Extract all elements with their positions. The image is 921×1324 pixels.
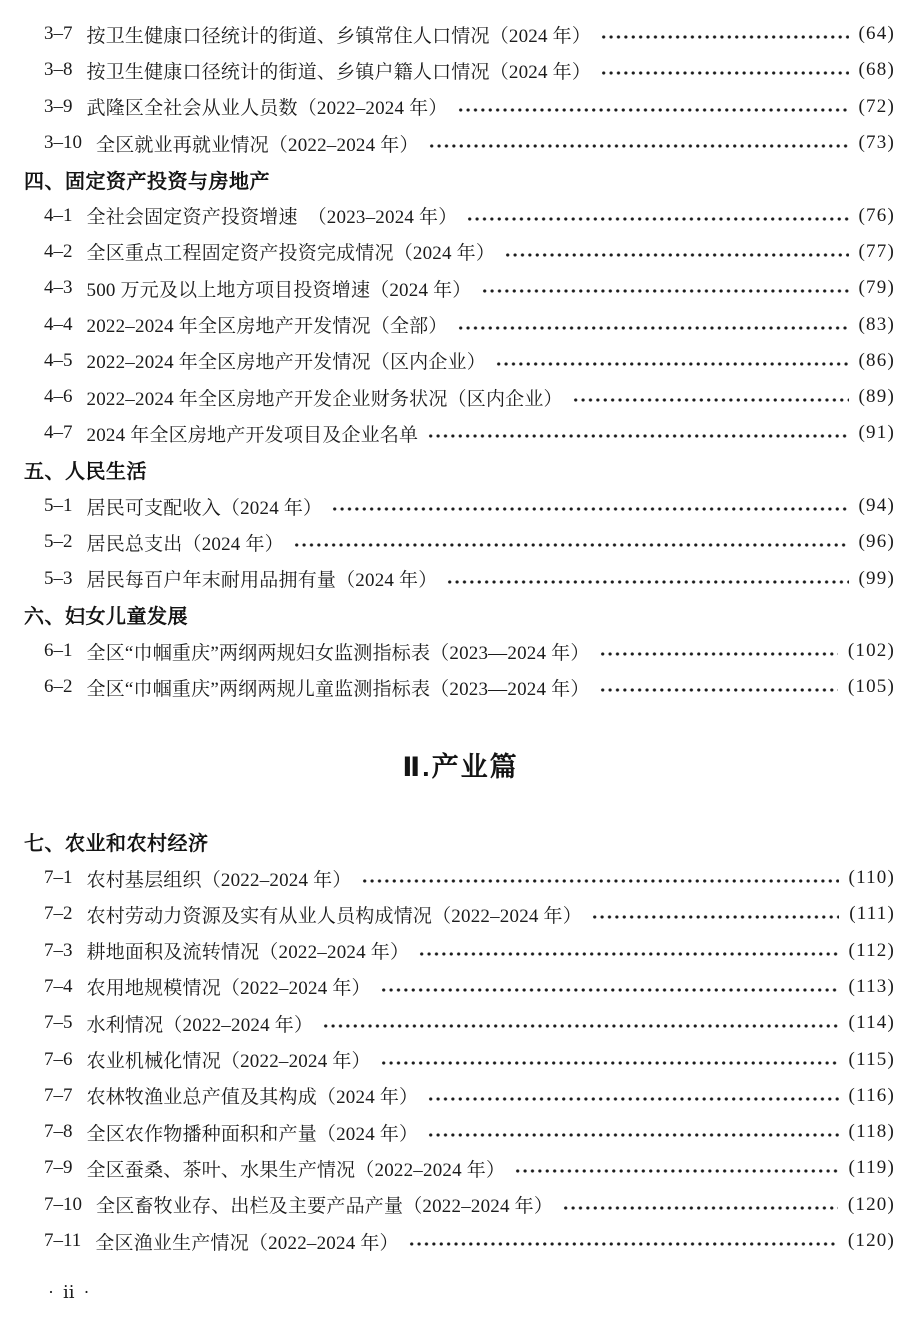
entry-page-number: (116) [848, 1084, 895, 1106]
entry-title: 全区“巾帼重庆”两纲两规儿童监测指标表（2023—2024 年） [86, 678, 590, 700]
entry-page-number: (120) [847, 1230, 895, 1252]
entry-number: 3–7 [44, 23, 73, 45]
entry-page-number: (110) [848, 867, 895, 889]
toc-entry [0, 860, 921, 896]
entry-page-number: (115) [848, 1048, 895, 1070]
leader-dots-icon [591, 915, 839, 919]
entry-number: 4–4 [44, 313, 73, 335]
entry-title: 全区畜牧业存、出栏及主要产品产量（2022–2024 年） [96, 1196, 554, 1218]
entry-number: 7–9 [44, 1157, 73, 1179]
entry-number: 5–2 [44, 531, 73, 553]
toc-section-header: 七、农业和农村经济 [24, 833, 209, 856]
entry-number: 7–3 [44, 939, 73, 961]
entry-number: 4–7 [44, 422, 73, 444]
entry-number: 6–1 [44, 640, 73, 662]
toc-entry [0, 1078, 921, 1114]
entry-number: 3–8 [44, 59, 73, 81]
entry-title: 农用地规模情况（2022–2024 年） [86, 978, 371, 1000]
entry-title: 水利情况（2022–2024 年） [86, 1014, 314, 1036]
leader-dots-icon [600, 71, 848, 75]
toc-entry [0, 560, 921, 596]
entry-number: 4–2 [44, 240, 73, 262]
entry-number: 4–3 [44, 277, 73, 299]
toc-entry [0, 343, 921, 379]
leader-dots-icon [380, 1061, 839, 1065]
leader-dots-icon [293, 543, 849, 547]
entry-title: 全区蚕桑、茶叶、水果生产情况（2022–2024 年） [86, 1159, 506, 1181]
entry-page-number: (94) [858, 495, 895, 516]
leader-dots-icon [322, 1024, 838, 1028]
entry-number: 7–6 [44, 1048, 73, 1070]
leader-dots-icon [361, 879, 839, 883]
entry-page-number: (96) [858, 531, 895, 553]
entry-page-number: (89) [858, 386, 895, 408]
entry-title: 全区渔业生产情况（2022–2024 年） [95, 1232, 399, 1254]
entry-title: 全区重点工程固定资产投资完成情况（2024 年） [86, 243, 496, 265]
entry-title: 全社会固定资产投资增速 （2023–2024 年） [86, 207, 458, 229]
entry-page-number: (76) [858, 204, 895, 226]
entry-page-number: (86) [858, 349, 895, 371]
entry-number: 7–5 [44, 1012, 73, 1034]
leader-dots-icon [446, 580, 848, 584]
entry-page-number: (77) [858, 240, 895, 262]
entry-title: 2022–2024 年全区房地产开发企业财务状况（区内企业） [86, 388, 563, 410]
entry-page-number: (111) [849, 903, 895, 925]
entry-number: 7–2 [44, 903, 73, 925]
toc-section-header: 六、妇女儿童发展 [24, 606, 188, 629]
entry-title: 按卫生健康口径统计的街道、乡镇常住人口情况（2024 年） [86, 25, 592, 47]
toc-entry [0, 933, 921, 969]
entry-page-number: (72) [858, 95, 895, 117]
leader-dots-icon [331, 507, 848, 511]
entry-page-number: (118) [848, 1121, 895, 1143]
entry-number: 6–2 [44, 676, 73, 698]
entry-number: 5–1 [44, 495, 73, 516]
entry-page-number: (79) [858, 277, 895, 299]
leader-dots-icon [600, 35, 848, 39]
toc-entry [0, 379, 921, 415]
entry-number: 5–3 [44, 567, 73, 589]
entry-title: 按卫生健康口径统计的街道、乡镇户籍人口情况（2024 年） [86, 61, 592, 83]
entry-number: 7–1 [44, 867, 73, 889]
toc-entry [0, 306, 921, 342]
entry-page-number: (112) [848, 939, 895, 961]
entry-number: 4–5 [44, 349, 73, 371]
leader-dots-icon [599, 688, 838, 692]
toc-entry [0, 125, 921, 161]
toc-entry [0, 270, 921, 306]
entry-page-number: (91) [858, 422, 895, 444]
entry-page-number: (114) [848, 1012, 895, 1034]
leader-dots-icon [466, 217, 848, 221]
toc-entry [0, 524, 921, 560]
footer-page-number: · ⅱ · [48, 1282, 90, 1303]
entry-number: 7–8 [44, 1121, 73, 1143]
leader-dots-icon [514, 1169, 838, 1173]
entry-number: 3–10 [44, 132, 82, 154]
entry-number: 3–9 [44, 95, 73, 117]
leader-dots-icon [481, 289, 849, 293]
entry-page-number: (102) [847, 640, 895, 662]
entry-page-number: (113) [848, 975, 895, 997]
toc-entry [0, 52, 921, 88]
entry-title: 农村劳动力资源及实有从业人员构成情况（2022–2024 年） [86, 905, 582, 927]
leader-dots-icon [427, 1097, 838, 1101]
entry-title: 全区就业再就业情况（2022–2024 年） [96, 134, 419, 156]
entry-title: 居民每百户年末耐用品拥有量（2024 年） [86, 570, 438, 592]
entry-title: 农林牧渔业总产值及其构成（2024 年） [86, 1087, 419, 1109]
entry-number: 7–7 [44, 1084, 73, 1106]
entry-number: 7–11 [44, 1230, 82, 1252]
entry-title: 居民可支配收入（2024 年） [86, 497, 323, 519]
entry-page-number: (105) [847, 676, 895, 698]
entry-number: 7–4 [44, 975, 73, 997]
entry-title: 2022–2024 年全区房地产开发情况（区内企业） [86, 352, 486, 374]
toc-entry [0, 1041, 921, 1077]
toc-entry [0, 197, 921, 233]
entry-page-number: (83) [858, 313, 895, 335]
leader-dots-icon [572, 398, 849, 402]
toc-entry [0, 633, 921, 669]
toc-entry [0, 16, 921, 52]
leader-dots-icon [457, 326, 849, 330]
entry-title: 居民总支出（2024 年） [86, 533, 284, 555]
toc-entry [0, 415, 921, 451]
leader-dots-icon [408, 1242, 838, 1246]
entry-page-number: (64) [858, 23, 895, 45]
toc-section-header: 四、固定资产投资与房地产 [24, 170, 270, 193]
leader-dots-icon [428, 144, 849, 148]
entry-title: 500 万元及以上地方项目投资增速（2024 年） [86, 279, 472, 301]
entry-title: 2022–2024 年全区房地产开发情况（全部） [86, 316, 448, 338]
leader-dots-icon [457, 108, 849, 112]
entry-page-number: (120) [847, 1193, 895, 1215]
toc-entry [0, 896, 921, 932]
toc-entry [0, 488, 921, 524]
leader-dots-icon [427, 1133, 838, 1137]
toc-list [0, 16, 921, 1259]
leader-dots-icon [427, 434, 848, 438]
toc-entry [0, 669, 921, 705]
entry-number: 4–1 [44, 204, 73, 226]
toc-entry [0, 1187, 921, 1223]
entry-title: 全区“巾帼重庆”两纲两规妇女监测指标表（2023—2024 年） [86, 642, 590, 664]
toc-entry [0, 1005, 921, 1041]
part-divider-title: Ⅱ.产业篇 [402, 752, 519, 783]
entry-title: 武隆区全社会从业人员数（2022–2024 年） [86, 98, 448, 120]
entry-title: 2024 年全区房地产开发项目及企业名单 [86, 424, 419, 446]
leader-dots-icon [599, 652, 838, 656]
leader-dots-icon [504, 253, 848, 257]
page-footer [0, 1261, 921, 1324]
toc-entry [0, 969, 921, 1005]
entry-page-number: (119) [848, 1157, 895, 1179]
entry-number: 4–6 [44, 386, 73, 408]
entry-title: 耕地面积及流转情况（2022–2024 年） [86, 942, 410, 964]
toc-entry [0, 1114, 921, 1150]
leader-dots-icon [562, 1206, 838, 1210]
toc-section-header: 五、人民生活 [24, 461, 147, 484]
entry-number: 7–10 [44, 1193, 82, 1215]
entry-page-number: (99) [858, 567, 895, 589]
toc-entry [0, 234, 921, 270]
leader-dots-icon [418, 952, 838, 956]
entry-title: 农业机械化情况（2022–2024 年） [86, 1051, 371, 1073]
entry-title: 农村基层组织（2022–2024 年） [86, 869, 352, 891]
leader-dots-icon [495, 362, 849, 366]
entry-title: 全区农作物播种面积和产量（2024 年） [86, 1123, 419, 1145]
toc-entry [0, 1150, 921, 1186]
toc-entry [0, 1223, 921, 1259]
toc-entry [0, 89, 921, 125]
leader-dots-icon [380, 988, 839, 992]
entry-page-number: (68) [858, 59, 895, 81]
entry-page-number: (73) [858, 132, 895, 154]
